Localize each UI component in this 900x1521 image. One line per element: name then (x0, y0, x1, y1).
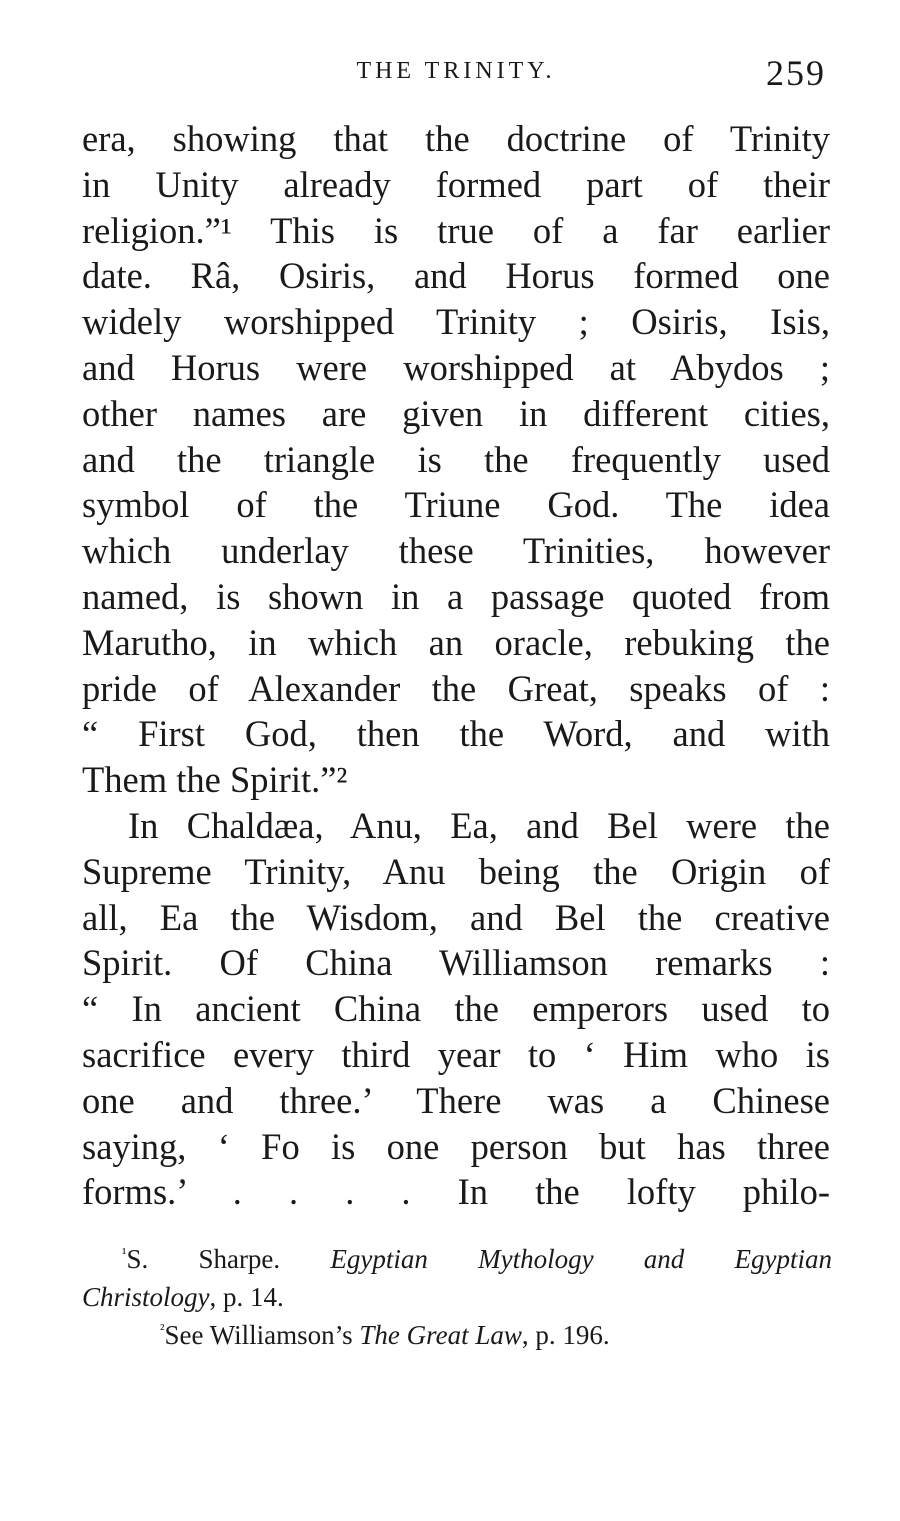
text-line: and the triangle is the frequently used (82, 438, 830, 480)
running-head (82, 50, 830, 94)
footnotes (82, 1240, 832, 1354)
text-line: widely worshipped Trinity ; Osiris, Isis, (82, 301, 830, 343)
footnote-page: , p. 196. (521, 1320, 610, 1350)
footnote-title-cont: Christology (82, 1282, 210, 1312)
text-line: all, Ea the Wisdom, and Bel the creative (82, 896, 830, 938)
text-line: one and three.’ There was a Chinese (82, 1079, 830, 1121)
footnote-1 (82, 1240, 832, 1278)
footnote-title: Egyptian Mythology and Egyptian (330, 1244, 833, 1274)
text-line: sacrifice every third year to ‘ Him who is (82, 1033, 830, 1075)
text-line: in Unity already formed part of their (82, 163, 830, 205)
text-line: era, showing that the doctrine of Trinity (82, 118, 830, 159)
footnote-author: S. Sharpe. (126, 1244, 281, 1274)
text-line: other names are given in different cities, (82, 392, 830, 434)
text-line: and Horus were worshipped at Abydos ; (82, 346, 830, 388)
text-line: named, is shown in a passage quoted from (82, 575, 830, 617)
text-line: religion.”¹ This is true of a far earlier (82, 209, 830, 251)
text-line: “ First God, then the Word, and with (82, 713, 830, 755)
text-line: saying, ‘ Fo is one person but has three (82, 1125, 830, 1167)
text-line: symbol of the Triune God. The idea (82, 484, 830, 526)
footnote-1-cont (82, 1278, 832, 1316)
footnote-2 (82, 1316, 832, 1354)
page-number: 259 (766, 53, 826, 93)
text-line: “ In ancient China the emperors used to (82, 988, 830, 1030)
footnote-title: The Great Law (359, 1320, 522, 1350)
footnote-marker: ¹ (122, 1246, 127, 1262)
text-line: Supreme Trinity, Anu being the Origin of (82, 850, 830, 892)
text-line: Marutho, in which an oracle, rebuking the (82, 621, 830, 663)
text-line: pride of Alexander the Great, speaks of : (82, 667, 830, 709)
text-line: Spirit. Of China Williamson remarks : (82, 942, 830, 984)
text-line: forms.’ . . . . In the lofty philo- (82, 1171, 830, 1213)
text-line: Them the Spirit.”² (82, 759, 348, 801)
text-line: which underlay these Trinities, however (82, 530, 830, 572)
text-line: date. Râ, Osiris, and Horus formed one (82, 255, 830, 297)
footnote-prefix: See Williamson’s (164, 1320, 353, 1350)
footnote-page: , p. 14. (209, 1282, 284, 1312)
body-text (82, 116, 830, 1215)
text-line: In Chaldæa, Anu, Ea, and Bel were the (128, 804, 830, 846)
running-title: THE TRINITY. (356, 58, 556, 84)
footnote-marker: ² (160, 1322, 165, 1338)
